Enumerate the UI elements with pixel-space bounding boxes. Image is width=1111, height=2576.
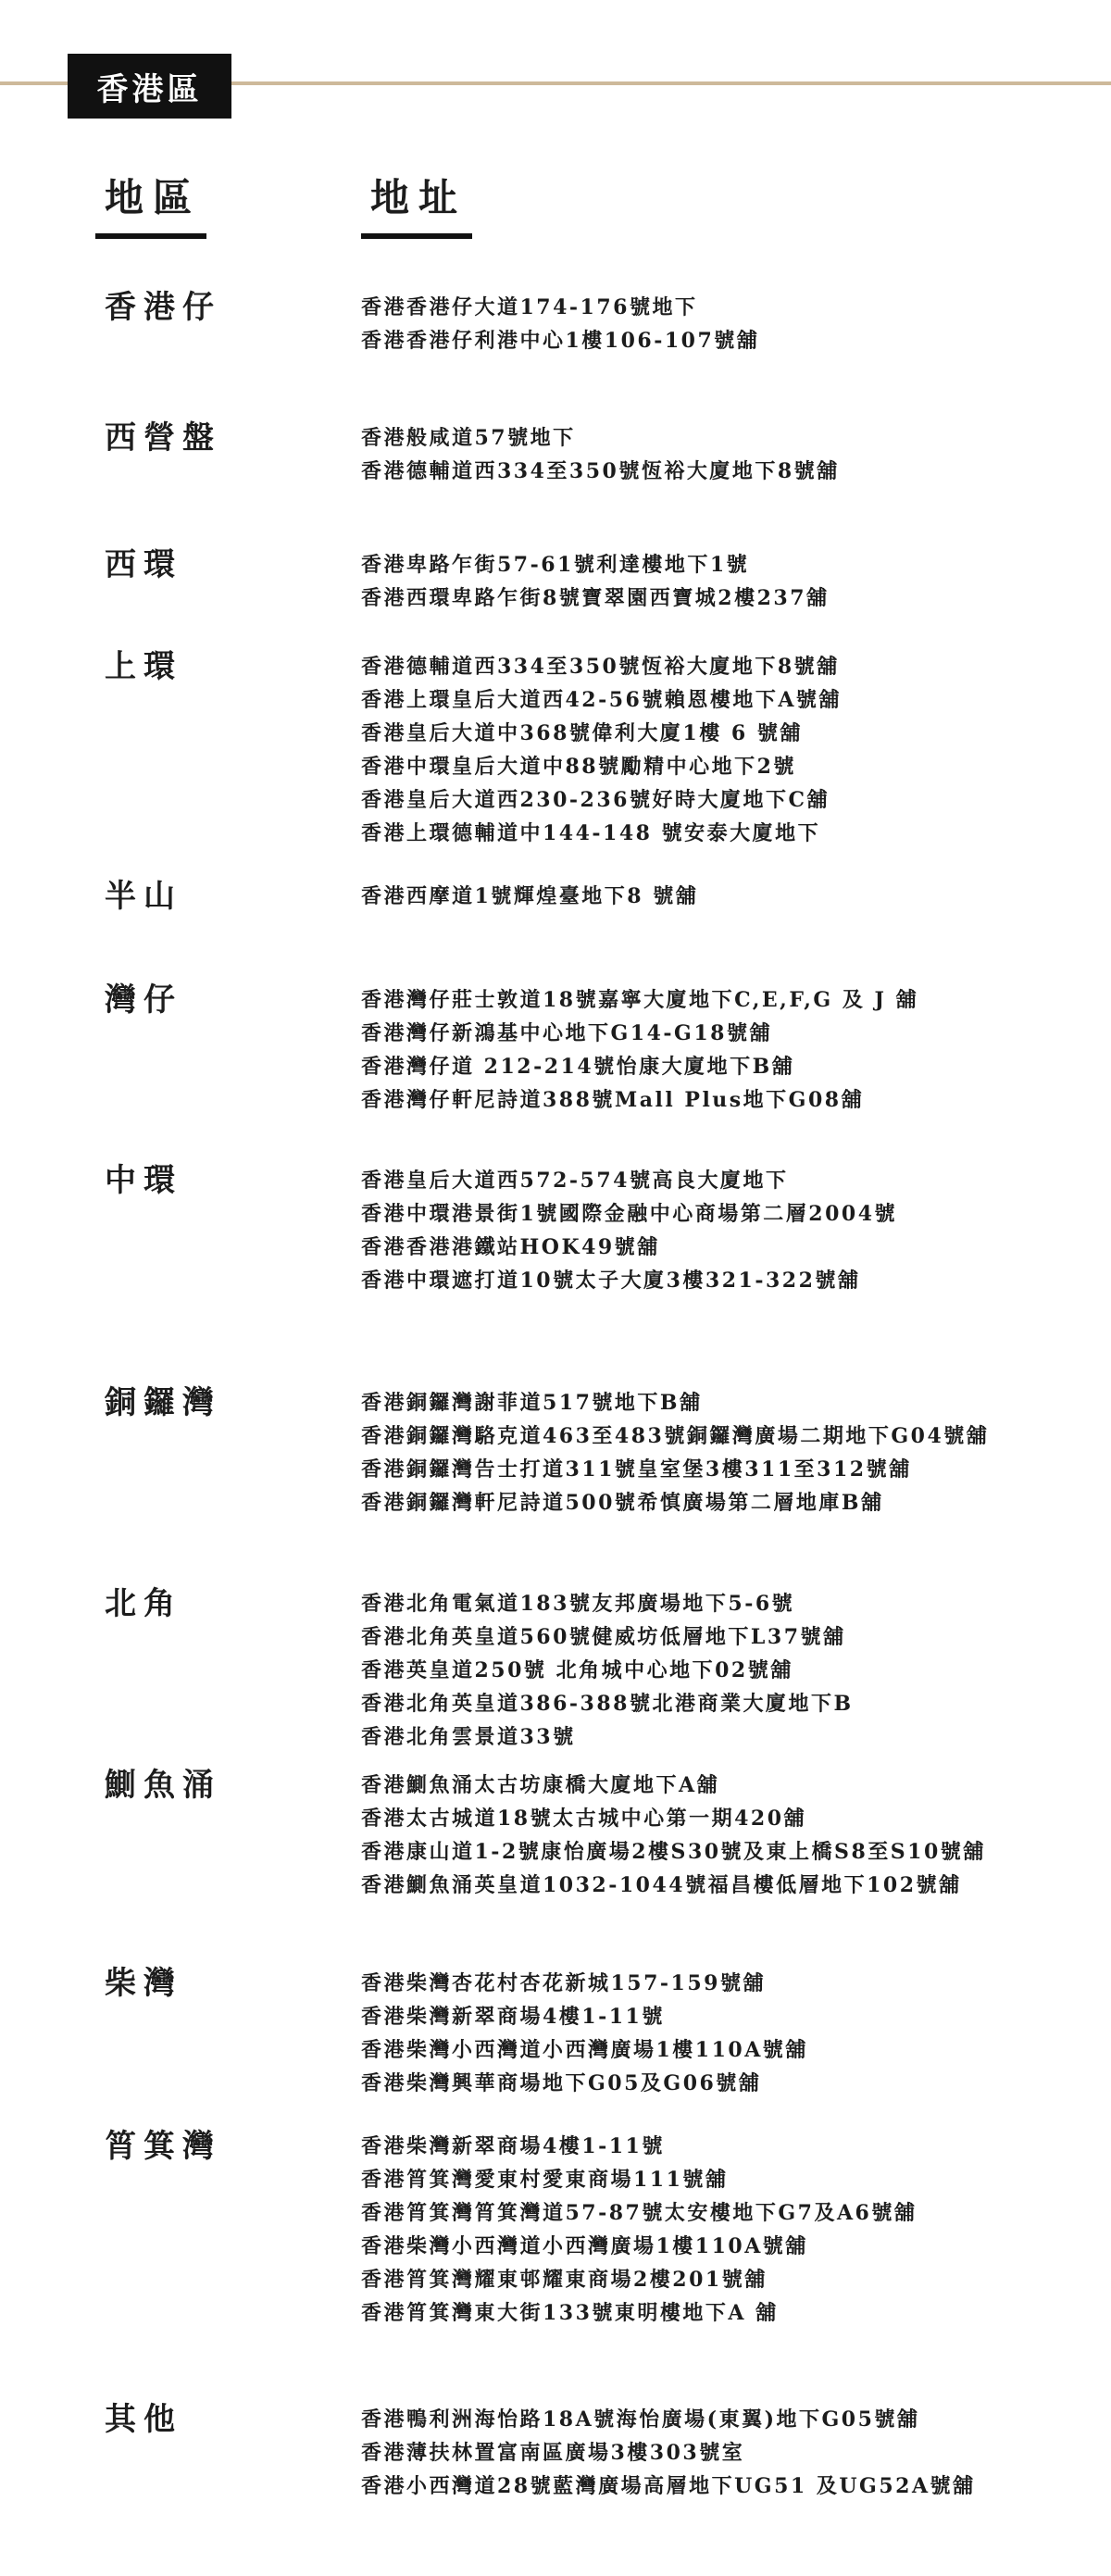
address-line: 香港北角英皇道386-388號北港商業大廈地下B xyxy=(361,1692,854,1716)
address-line: 香港灣仔軒尼詩道388號Mall Plus地下G08舖 xyxy=(361,1088,865,1112)
address-line: 香港中環港景街1號國際金融中心商場第二層2004號 xyxy=(361,1202,898,1226)
address-line: 香港灣仔新鴻基中心地下G14-G18號舖 xyxy=(361,1021,772,1045)
address-line: 香港卑路乍街57-61號利達樓地下1號 xyxy=(361,553,750,577)
district-column-header: 地區 xyxy=(105,175,202,220)
address-line: 香港銅鑼灣告士打道311號皇室堡3樓311至312號舖 xyxy=(361,1457,912,1482)
district-name: 鰂魚涌 xyxy=(105,1767,221,1804)
address-line: 香港中環皇后大道中88號勵精中心地下2號 xyxy=(361,755,796,779)
address-line: 香港筲箕灣東大街133號東明樓地下A 舖 xyxy=(361,2301,779,2325)
address-line: 香港柴灣杏花村杏花新城157-159號舖 xyxy=(361,1971,766,1995)
address-line: 香港西摩道1號輝煌臺地下8 號舖 xyxy=(361,884,699,908)
district-name: 上環 xyxy=(105,648,182,685)
address-line: 香港灣仔道 212-214號怡康大廈地下B舖 xyxy=(361,1055,795,1079)
address-list xyxy=(361,291,1092,357)
address-line: 香港太古城道18號太古城中心第一期420舖 xyxy=(361,1807,807,1831)
address-line: 香港鴨利洲海怡路18A號海怡廣場(東翼)地下G05號舖 xyxy=(361,2407,920,2432)
address-line: 香港上環皇后大道西42-56號賴恩樓地下A號舖 xyxy=(361,688,842,712)
address-line: 香港皇后大道西572-574號高良大廈地下 xyxy=(361,1169,789,1193)
address-line: 香港上環德輔道中144-148 號安泰大廈地下 xyxy=(361,821,821,845)
address-line: 香港柴灣興華商場地下G05及G06號舖 xyxy=(361,2071,762,2095)
address-list xyxy=(361,880,1092,913)
address-list xyxy=(361,1587,1092,1754)
address-line: 香港銅鑼灣軒尼詩道500號希慎廣場第二層地庫B舖 xyxy=(361,1491,884,1515)
address-line: 香港中環遮打道10號太子大廈3樓321-322號舖 xyxy=(361,1269,861,1293)
district-name: 北角 xyxy=(105,1585,182,1622)
district-name: 西營盤 xyxy=(105,419,221,456)
address-list xyxy=(361,1967,1092,2100)
district-name: 柴灣 xyxy=(105,1965,182,2002)
address-line: 香港筲箕灣耀東邨耀東商場2樓201號舖 xyxy=(361,2268,768,2292)
address-list xyxy=(361,548,1092,615)
address-list xyxy=(361,983,1092,1117)
address-line: 香港般咸道57號地下 xyxy=(361,426,576,450)
address-line: 香港灣仔莊士敦道18號嘉寧大廈地下C,E,F,G 及 J 舖 xyxy=(361,988,919,1012)
address-list xyxy=(361,421,1092,488)
address-line: 香港柴灣新翠商場4樓1-11號 xyxy=(361,2005,665,2029)
address-line: 香港鰂魚涌太古坊康橋大廈地下A舖 xyxy=(361,1773,720,1797)
address-column-header: 地址 xyxy=(370,175,468,220)
address-line: 香港柴灣新翠商場4樓1-11號 xyxy=(361,2134,665,2158)
district-name: 西環 xyxy=(105,546,182,583)
address-line: 香港德輔道西334至350號恆裕大廈地下8號舖 xyxy=(361,459,840,483)
address-line: 香港筲箕灣愛東村愛東商場111號舖 xyxy=(361,2168,729,2192)
district-name: 其他 xyxy=(105,2401,182,2438)
district-name: 中環 xyxy=(105,1162,182,1199)
address-line: 香港北角電氣道183號友邦廣場地下5-6號 xyxy=(361,1592,795,1616)
address-line: 香港康山道1-2號康怡廣場2樓S30號及東上橋S8至S10號舖 xyxy=(361,1840,986,1864)
address-line: 香港北角雲景道33號 xyxy=(361,1725,576,1749)
address-line: 香港薄扶林置富南區廣場3樓303號室 xyxy=(361,2441,745,2465)
address-line: 香港柴灣小西灣道小西灣廣場1樓110A號舖 xyxy=(361,2038,808,2062)
address-list xyxy=(361,2130,1092,2330)
address-list xyxy=(361,650,1092,850)
address-line: 香港銅鑼灣駱克道463至483號銅鑼灣廣場二期地下G04號舖 xyxy=(361,1424,990,1448)
district-name: 半山 xyxy=(105,878,182,915)
address-line: 香港香港港鐵站HOK49號舖 xyxy=(361,1235,660,1259)
address-line: 香港小西灣道28號藍灣廣場高層地下UG51 及UG52A號舖 xyxy=(361,2474,976,2498)
address-line: 香港銅鑼灣謝菲道517號地下B舖 xyxy=(361,1391,703,1415)
address-line: 香港香港仔大道174-176號地下 xyxy=(361,295,698,319)
address-line: 香港皇后大道中368號偉利大廈1樓 6 號舖 xyxy=(361,721,803,745)
address-list xyxy=(361,1386,1092,1519)
address-list xyxy=(361,2403,1092,2503)
address-line: 香港西環卑路乍街8號寶翠園西寶城2樓237舖 xyxy=(361,586,830,610)
address-line: 香港皇后大道西230-236號好時大廈地下C舖 xyxy=(361,788,830,812)
address-line: 香港德輔道西334至350號恆裕大廈地下8號舖 xyxy=(361,655,840,679)
address-line: 香港北角英皇道560號健威坊低層地下L37號舖 xyxy=(361,1625,846,1649)
region-badge: 香港區 xyxy=(68,54,231,119)
address-line: 香港鰂魚涌英皇道1032-1044號福昌樓低層地下102號舖 xyxy=(361,1873,962,1897)
address-header-underline xyxy=(361,233,472,239)
district-name: 筲箕灣 xyxy=(105,2128,221,2165)
address-list xyxy=(361,1164,1092,1297)
address-list xyxy=(361,1769,1092,1902)
district-name: 銅鑼灣 xyxy=(105,1384,221,1421)
address-line: 香港英皇道250號 北角城中心地下02號舖 xyxy=(361,1658,793,1682)
district-name: 灣仔 xyxy=(105,982,182,1019)
address-line: 香港香港仔利港中心1樓106-107號舖 xyxy=(361,329,760,353)
address-line: 香港筲箕灣筲箕灣道57-87號太安樓地下G7及A6號舖 xyxy=(361,2201,918,2225)
district-name: 香港仔 xyxy=(105,289,221,326)
district-header-underline xyxy=(95,233,206,239)
address-line: 香港柴灣小西灣道小西灣廣場1樓110A號舖 xyxy=(361,2234,808,2258)
